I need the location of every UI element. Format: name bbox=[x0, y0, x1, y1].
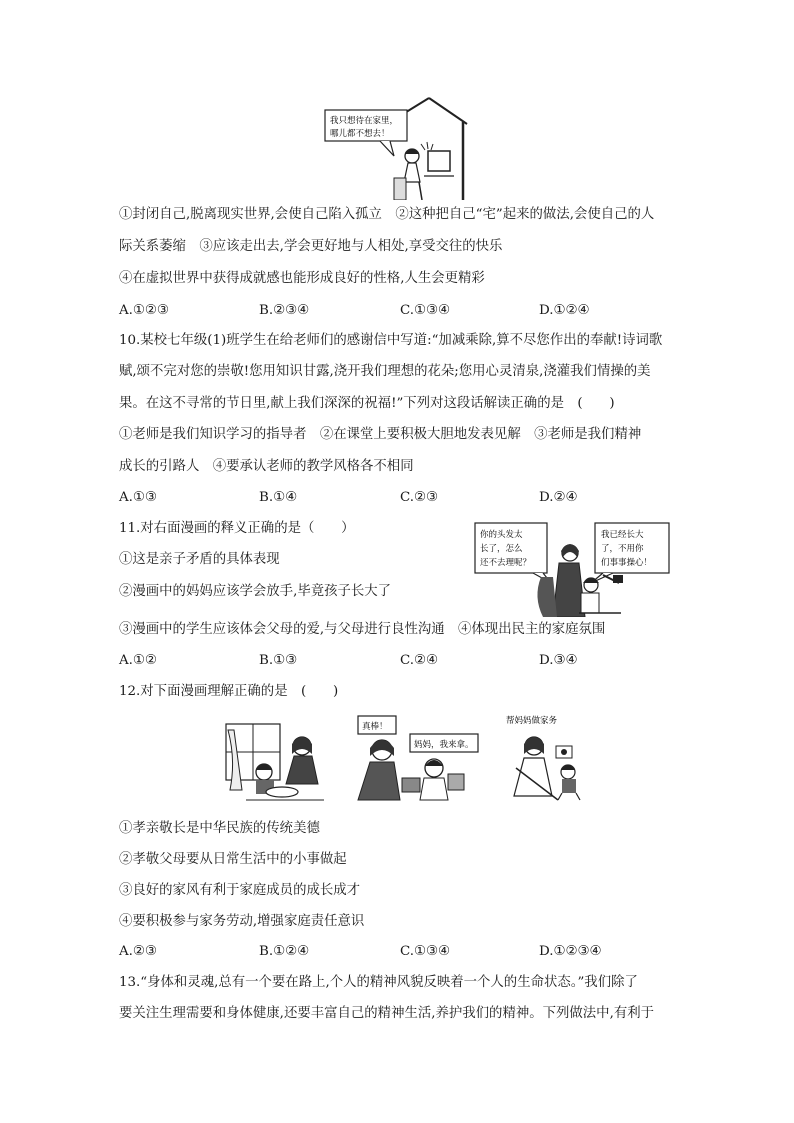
q12-cartoon-panel2 bbox=[348, 712, 482, 804]
q10-option-b: B.①④ bbox=[259, 490, 298, 505]
q11-statement-2: ②漫画中的妈妈应该学会放手,毕竟孩子长大了 bbox=[119, 584, 392, 599]
q10-stem-line1: 10.某校七年级(1)班学生在给老师们的感谢信中写道:“加减乘除,算不尽您作出的奉献!诗词歌 bbox=[119, 333, 663, 348]
q11-bubble-right-line1: 我已经长大 bbox=[601, 530, 644, 540]
q11-options bbox=[119, 651, 639, 671]
q11-stem: 11.对右面漫画的释义正确的是（ ） bbox=[119, 521, 355, 536]
q10-stem-line2: 赋,颂不完对您的崇敬!您用知识甘露,浇开我们理想的花朵;您用心灵清泉,浇灌我们情操的美 bbox=[119, 364, 651, 379]
q10-statement-line1: ①老师是我们知识学习的指导者 ②在课堂上要积极大胆地发表见解 ③老师是我们精神 bbox=[119, 427, 642, 442]
q9-option-b: B.②③④ bbox=[259, 303, 310, 318]
q12-panel3-caption: 帮妈妈做家务 bbox=[506, 716, 558, 726]
q11-statement-3: ③漫画中的学生应该体会父母的爱,与父母进行良性沟通 ④体现出民主的家庭氛围 bbox=[119, 622, 606, 637]
q12-option-a: A.②③ bbox=[119, 944, 157, 959]
q12-option-c: C.①③④ bbox=[400, 944, 451, 959]
q12-statement-4: ④要积极参与家务劳动,增强家庭责任意识 bbox=[119, 914, 365, 929]
q13-stem-line2: 要关注生理需要和身体健康,还要丰富自己的精神生活,养护我们的精神。下列做法中,有利于 bbox=[119, 1006, 655, 1021]
q11-cartoon bbox=[473, 517, 673, 617]
q9-option-a: A.①②③ bbox=[119, 303, 169, 318]
q9-cartoon bbox=[324, 96, 472, 200]
q12-statement-1: ①孝亲敬长是中华民族的传统美德 bbox=[119, 821, 320, 836]
q12-options bbox=[119, 942, 639, 962]
q9-option-c: C.①③④ bbox=[400, 303, 451, 318]
q10-option-a: A.①③ bbox=[119, 490, 157, 505]
q12-bubble-a: 真棒！ bbox=[362, 722, 388, 732]
q12-option-b: B.①②④ bbox=[259, 944, 310, 959]
q12-statement-2: ②孝敬父母要从日常生活中的小事做起 bbox=[119, 852, 347, 867]
q11-option-b: B.①③ bbox=[259, 653, 298, 668]
q12-option-d: D.①②③④ bbox=[539, 944, 602, 959]
q12-stem: 12.对下面漫画理解正确的是 ( ) bbox=[119, 684, 339, 699]
q9-bubble-line1: 我只想待在家里， bbox=[330, 116, 399, 126]
q10-option-d: D.②④ bbox=[539, 490, 578, 505]
q9-statement-line3: ④在虚拟世界中获得成就感也能形成良好的性格,人生会更精彩 bbox=[119, 271, 485, 286]
q11-option-d: D.③④ bbox=[539, 653, 578, 668]
q11-bubble-left-line3: 还不去理呢？ bbox=[480, 558, 532, 568]
q12-bubble-b: 妈妈，我来拿。 bbox=[414, 740, 474, 750]
q11-bubble-right-line2: 了，不用你 bbox=[601, 544, 644, 554]
q9-options bbox=[119, 301, 639, 321]
q12-cartoon-panel1 bbox=[220, 720, 330, 802]
q12-statement-3: ③良好的家风有利于家庭成员的成长成才 bbox=[119, 883, 361, 898]
q10-option-c: C.②③ bbox=[400, 490, 439, 505]
q9-option-d: D.①②④ bbox=[539, 303, 590, 318]
q9-bubble-line2: 哪儿都不想去！ bbox=[330, 129, 390, 139]
q11-bubble-right-line3: 们事事操心！ bbox=[601, 558, 653, 568]
q13-stem-line1: 13.“身体和灵魂,总有一个要在路上,个人的精神风貌反映着一个人的生命状态。”我们除了 bbox=[119, 975, 638, 990]
q9-statement-line2: 际关系萎缩 ③应该走出去,学会更好地与人相处,享受交往的快乐 bbox=[119, 239, 503, 254]
q9-statement-line1: ①封闭自己,脱离现实世界,会使自己陷入孤立 ②这种把自己“宅”起来的做法,会使自己的人 bbox=[119, 207, 655, 222]
q10-stem-line3: 果。在这不寻常的节日里,献上我们深深的祝福!”下列对这段话解读正确的是 ( ) bbox=[119, 396, 615, 411]
q11-bubble-left-line2: 长了，怎么 bbox=[480, 544, 523, 554]
q12-cartoon-panel3 bbox=[496, 712, 596, 802]
q11-option-a: A.①② bbox=[119, 653, 157, 668]
q11-bubble-left-line1: 你的头发太 bbox=[480, 530, 523, 540]
q11-statement-1: ①这是亲子矛盾的具体表现 bbox=[119, 552, 280, 567]
q11-option-c: C.②④ bbox=[400, 653, 439, 668]
q10-statement-line2: 成长的引路人 ④要承认老师的教学风格各不相同 bbox=[119, 459, 414, 474]
q10-options bbox=[119, 488, 639, 508]
